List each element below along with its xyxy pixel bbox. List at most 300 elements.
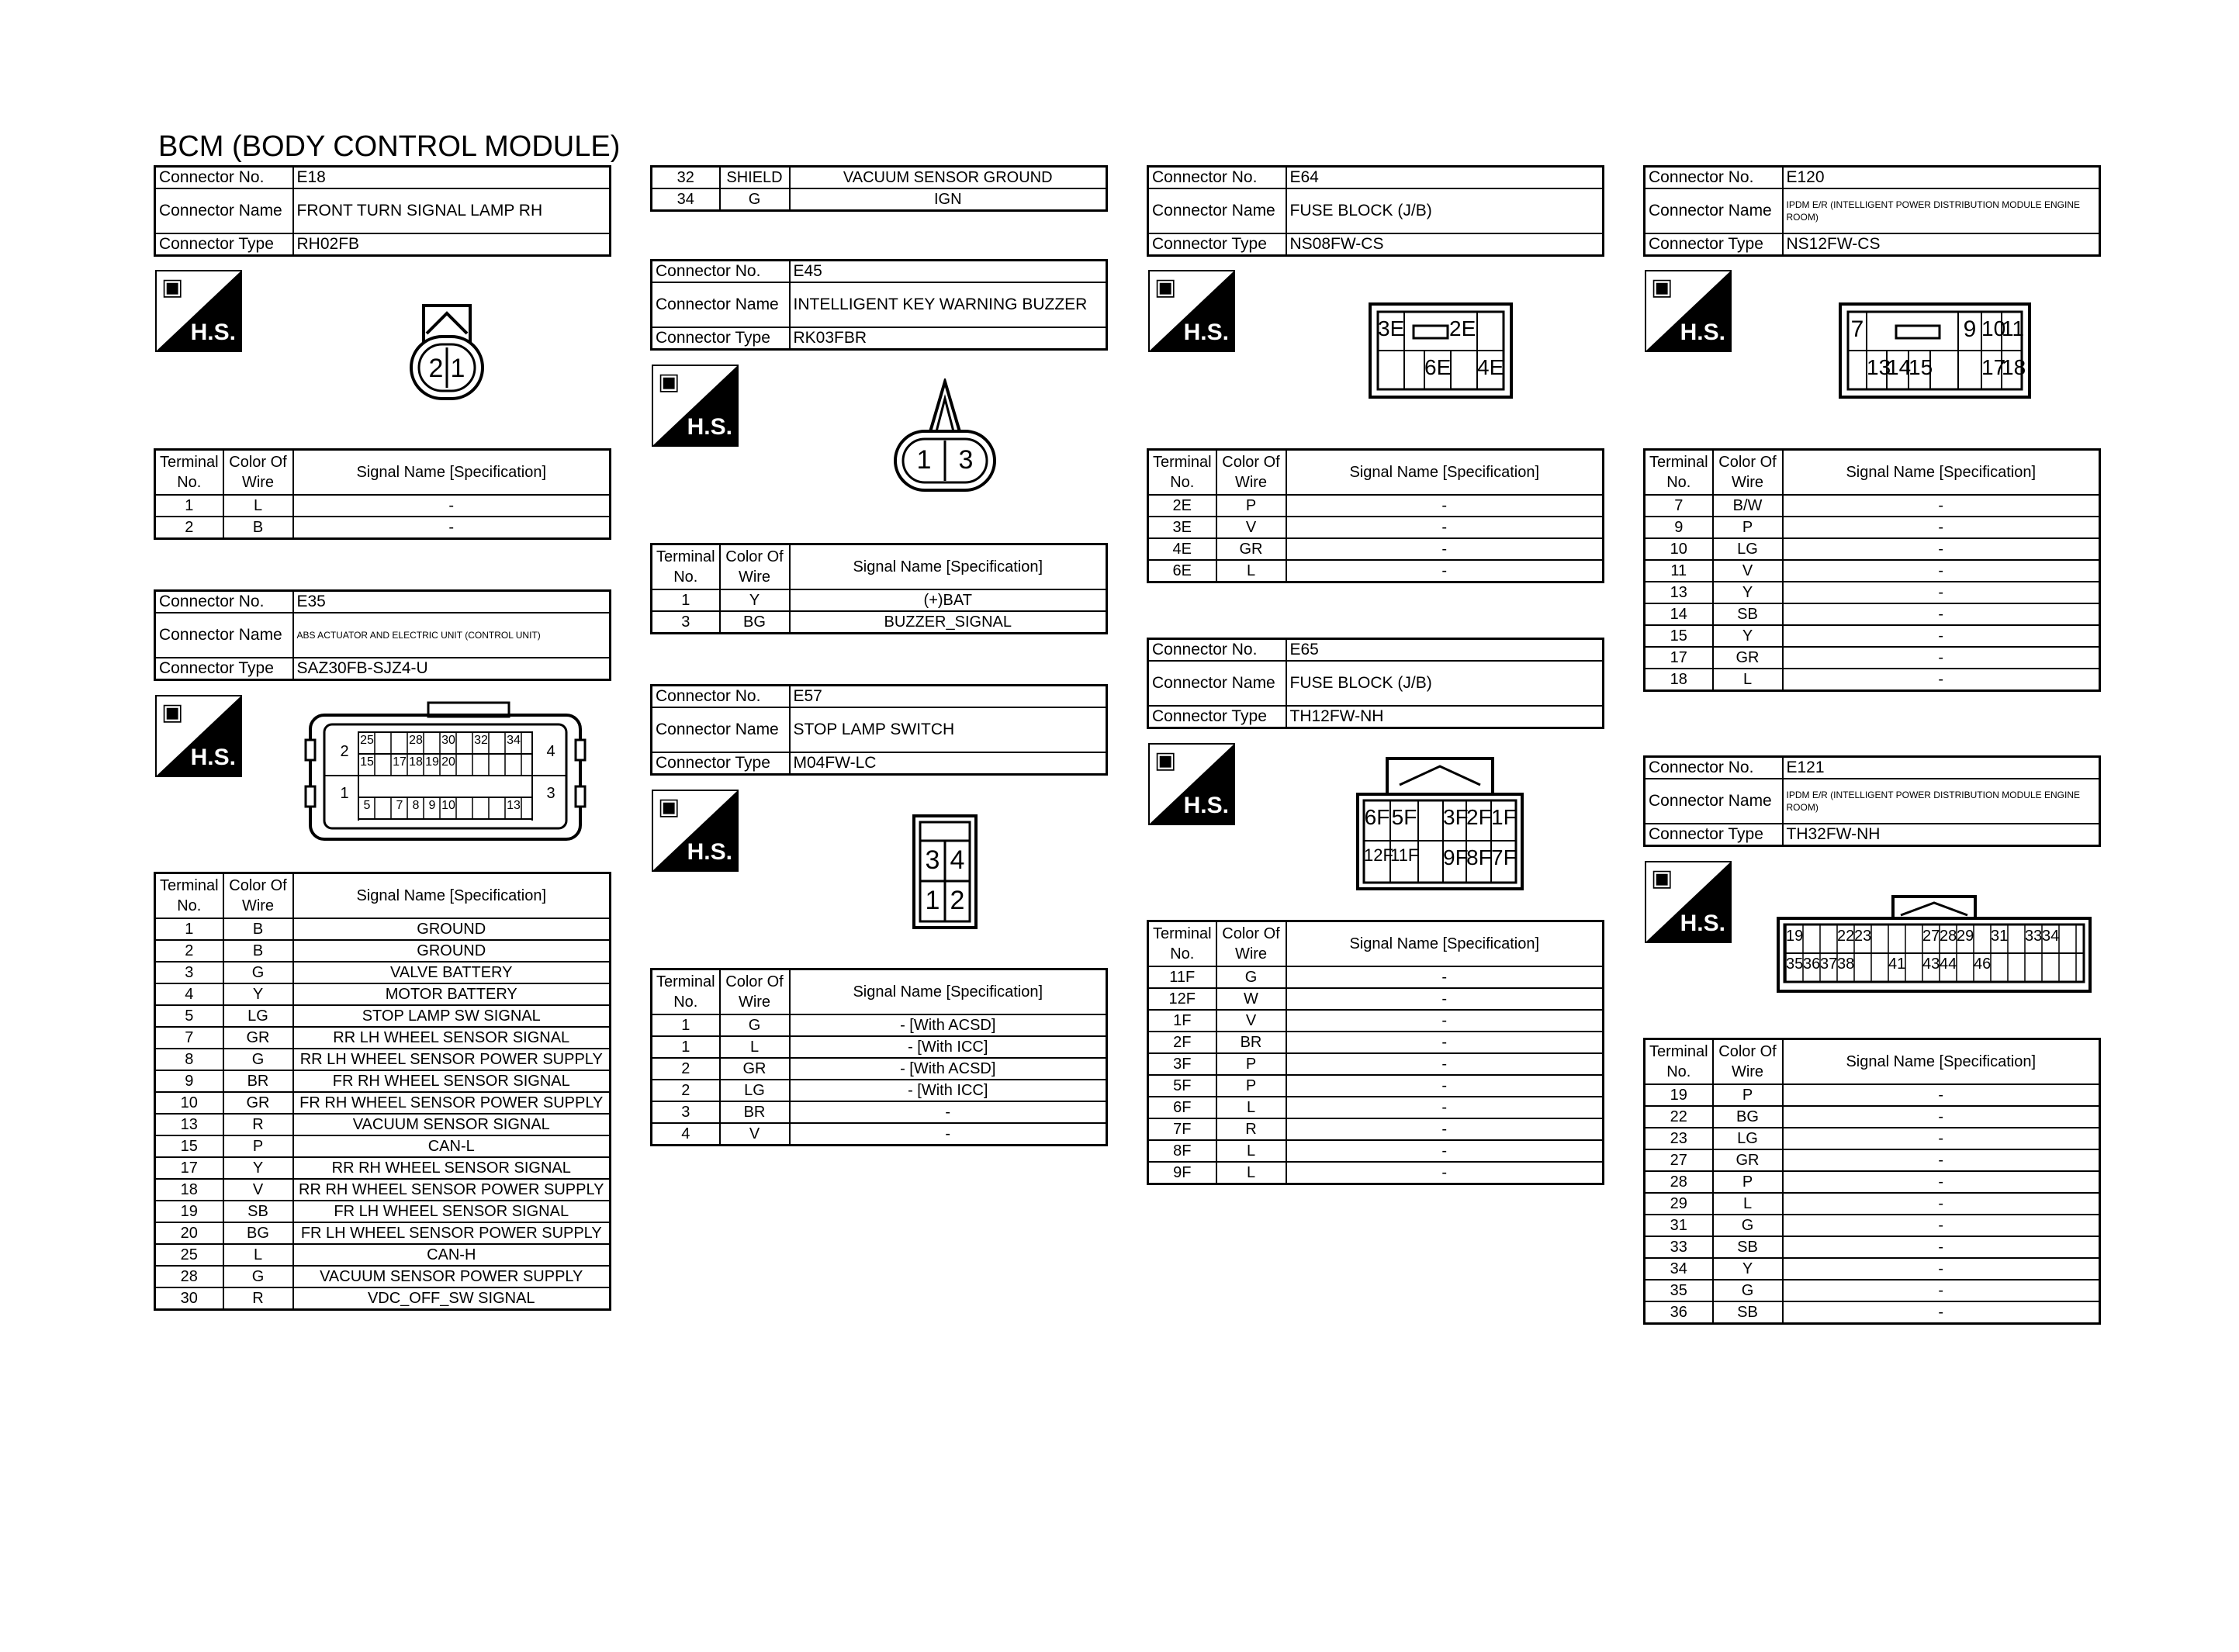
wire-color-cell: GR xyxy=(1713,1149,1783,1171)
pin-label: 15 xyxy=(1909,355,1933,379)
signal-name-cell: - xyxy=(1286,1053,1604,1075)
wire-color-cell: L xyxy=(1216,1140,1286,1162)
pin-label: 3 xyxy=(546,785,555,802)
connector-no-label: Connector No. xyxy=(155,167,293,189)
pin-label: 11F xyxy=(1390,845,1419,865)
signal-name-cell: - xyxy=(1783,1149,2100,1171)
pin-label: 23 xyxy=(1854,928,1872,945)
table-row xyxy=(1645,647,2100,669)
terminal-no-cell: 4E xyxy=(1148,538,1216,560)
wire-color-cell: L xyxy=(1216,1097,1286,1118)
connector-e18-header xyxy=(154,165,611,257)
signal-name-cell: - xyxy=(1783,1084,2100,1106)
pin-label: 4 xyxy=(950,845,965,875)
wire-color-cell: G xyxy=(720,1014,790,1036)
wire-color-cell: Y xyxy=(1713,1258,1783,1280)
pin-label: 22 xyxy=(1837,928,1855,945)
pin-label: 1 xyxy=(916,445,932,475)
signal-name-cell: - xyxy=(1783,538,2100,560)
table-row xyxy=(155,1114,611,1135)
wire-color-cell: BR xyxy=(1216,1032,1286,1053)
pin-label: 17 xyxy=(1981,355,2006,379)
terminal-no-cell: 7 xyxy=(1645,495,1713,517)
terminal-no-cell: 15 xyxy=(155,1135,223,1157)
table-row xyxy=(155,1266,611,1287)
signal-name-cell: FR RH WHEEL SENSOR SIGNAL xyxy=(293,1070,611,1092)
connector-type-value: RH02FB xyxy=(293,233,611,256)
pin-label: 11 xyxy=(2002,316,2025,340)
pin-label: 2 xyxy=(340,743,349,760)
table-row: 34 G IGN xyxy=(652,188,1107,211)
table-row xyxy=(1645,1193,2100,1215)
table-row xyxy=(155,1135,611,1157)
signal-name-cell: - [With ICC] xyxy=(790,1080,1107,1101)
signal-name-cell: - xyxy=(1783,1106,2100,1128)
wire-color-cell: P xyxy=(1713,1084,1783,1106)
wire-color-cell: P xyxy=(1216,495,1286,517)
table-row xyxy=(155,1005,611,1027)
table-row xyxy=(1645,1301,2100,1324)
terminal-no-cell: 2 xyxy=(652,1080,720,1101)
terminal-no-cell: 30 xyxy=(155,1287,223,1310)
terminal-no-cell: 4 xyxy=(652,1123,720,1146)
signal-name-cell: - xyxy=(1286,1075,1604,1097)
signal-name-cell: - xyxy=(1783,669,2100,691)
connector-e65-header: Connector No. E65 Connector Name FUSE BLOCK (J/B) Connector Type TH12FW-NH xyxy=(1147,638,1604,729)
hs-badge: ▣ H.S. xyxy=(1148,270,1235,352)
terminal-table-e35: Terminal No. Color Of Wire Signal Name [Specification] 1 B GROUND 2 B GROUND 3 G VALVE BATTERY 4 Y MOTOR BATTERY 5 LG STOP LAMP SW SIGNAL 7 GR RR LH WHEEL SENSOR SIGNAL 8 G RR LH WHEEL SENSOR POWER SUPPLY 9 BR FR RH WHEEL SENSOR SIGNAL 10 GR FR RH WHEEL SENSOR POWER SUPPLY 13 R VACUUM SENSOR SIGNAL 15 P CAN-L 17 Y RR RH WHEEL SENSOR SIGNAL 18 V RR RH WHEEL SENSOR POWER SUPPLY 19 SB FR LH WHEEL SENSOR SIGNAL 20 BG FR LH WHEEL SENSOR POWER SUPPLY 25 L CAN-H 28 G VACUUM SENSOR POWER SUPPLY 30 R VDC_OFF_SW SIGNAL xyxy=(154,872,611,1311)
terminal-no-cell: 3 xyxy=(652,1101,720,1123)
terminal-no-cell: 7F xyxy=(1148,1118,1216,1140)
signal-name-cell: - xyxy=(1783,495,2100,517)
table-row xyxy=(1645,1280,2100,1301)
table-row xyxy=(652,1014,1107,1036)
table-row xyxy=(155,962,611,983)
table-row xyxy=(1645,538,2100,560)
harness-side-icon: ▣ xyxy=(1154,275,1177,300)
table-row xyxy=(155,940,611,962)
wire-color-cell: L xyxy=(1713,669,1783,691)
wire-color-cell: B xyxy=(223,918,293,940)
connector-e64-drawing xyxy=(1369,302,1513,399)
terminal-no-cell: 6F xyxy=(1148,1097,1216,1118)
table-row xyxy=(1148,538,1604,560)
signal-name-cell: - [With ICC] xyxy=(790,1036,1107,1058)
table-row xyxy=(155,1179,611,1201)
terminal-no-cell: 19 xyxy=(155,1201,223,1222)
terminal-no-cell: 8F xyxy=(1148,1140,1216,1162)
terminal-table-e18 xyxy=(154,448,611,540)
table-row xyxy=(155,1157,611,1179)
terminal-no-header: Terminal No. xyxy=(155,450,223,496)
connector-e65-drawing xyxy=(1356,754,1524,890)
table-row xyxy=(155,1222,611,1244)
pin-label: 2 xyxy=(428,354,444,383)
terminal-table-e57: Terminal No. Color Of Wire Signal Name [Specification] 1 G - [With ACSD] 1 L - [With ICC] 2 GR - [With ACSD] 2 LG - [With ICC] 3 BR - 4 V - xyxy=(650,968,1108,1146)
terminal-no-cell: 12F xyxy=(1148,988,1216,1010)
wire-color-cell: G xyxy=(1216,966,1286,988)
pin-label: 30 xyxy=(441,734,455,747)
wire-color-cell: V xyxy=(1216,1010,1286,1032)
terminal-no-cell: 27 xyxy=(1645,1149,1713,1171)
terminal-no-cell: 31 xyxy=(1645,1215,1713,1236)
table-row xyxy=(155,1027,611,1049)
hs-badge: ▣ H.S. xyxy=(155,695,242,777)
pin-label: 7F xyxy=(1491,845,1517,869)
table-row xyxy=(652,1036,1107,1058)
harness-side-icon: ▣ xyxy=(1651,275,1673,300)
terminal-no-cell: 2E xyxy=(1148,495,1216,517)
table-row: 32 SHIELD VACUUM SENSOR GROUND xyxy=(652,167,1107,189)
hs-badge: ▣ H.S. xyxy=(652,365,739,447)
table-row xyxy=(1645,603,2100,625)
table-row xyxy=(1148,1075,1604,1097)
table-row xyxy=(1148,495,1604,517)
table-row: 2 B - xyxy=(155,517,611,539)
wire-color-cell: P xyxy=(1713,1171,1783,1193)
terminal-no-cell: 28 xyxy=(155,1266,223,1287)
signal-name-cell: VACUUM SENSOR SIGNAL xyxy=(293,1114,611,1135)
harness-side-icon: ▣ xyxy=(1154,748,1177,773)
pin-label: 3 xyxy=(925,845,940,875)
pin-label: 38 xyxy=(1837,956,1855,973)
table-row xyxy=(652,1123,1107,1146)
connector-e57-drawing xyxy=(912,814,978,929)
signal-name-cell: - xyxy=(1783,582,2100,603)
wire-color-cell: L xyxy=(1216,1162,1286,1184)
pin-label: 5F xyxy=(1391,805,1417,829)
terminal-no-cell: 11 xyxy=(1645,560,1713,582)
terminal-no-cell: 17 xyxy=(155,1157,223,1179)
wire-color-cell: SB xyxy=(1713,603,1783,625)
signal-name-cell: - xyxy=(1286,1162,1604,1184)
signal-name-cell: VACUUM SENSOR POWER SUPPLY xyxy=(293,1266,611,1287)
signal-name-cell: - xyxy=(1783,1301,2100,1324)
terminal-no-cell: 18 xyxy=(155,1179,223,1201)
wire-color-cell: W xyxy=(1216,988,1286,1010)
table-row xyxy=(1148,1010,1604,1032)
pin-label: 6F xyxy=(1364,805,1390,829)
pin-label: 32 xyxy=(474,734,488,747)
signal-name-cell: - xyxy=(1286,1118,1604,1140)
terminal-no-cell: 33 xyxy=(1645,1236,1713,1258)
pin-label: 8 xyxy=(412,799,420,812)
pin-label: 31 xyxy=(1991,928,2009,945)
wire-color-cell: V xyxy=(720,1123,790,1146)
wire-color-cell: P xyxy=(1216,1075,1286,1097)
wire-color-cell: B/W xyxy=(1713,495,1783,517)
wire-color-cell: GR xyxy=(720,1058,790,1080)
signal-name-cell: - xyxy=(790,1123,1107,1146)
terminal-no-cell: 3 xyxy=(155,962,223,983)
connector-e120-header: Connector No. E120 Connector Name IPDM E/R (INTELLIGENT POWER DISTRIBUTION MODULE ENGINE ROOM) Connector Type NS12FW-CS xyxy=(1643,165,2101,257)
pin-label: 18 xyxy=(409,755,423,769)
signal-name-cell: - xyxy=(1783,625,2100,647)
signal-name-cell: - xyxy=(1286,517,1604,538)
connector-e45-header: Connector No. E45 Connector Name INTELLIGENT KEY WARNING BUZZER Connector Type RK03FBR xyxy=(650,259,1108,351)
signal-name-cell: FR LH WHEEL SENSOR POWER SUPPLY xyxy=(293,1222,611,1244)
terminal-no-cell: 2 xyxy=(652,1058,720,1080)
wire-color-cell: GR xyxy=(1713,647,1783,669)
table-row xyxy=(1645,1236,2100,1258)
terminal-no-cell: 13 xyxy=(1645,582,1713,603)
terminal-no-cell: 3E xyxy=(1148,517,1216,538)
wire-color-cell: G xyxy=(1713,1215,1783,1236)
pin-label: 3F xyxy=(1443,805,1469,829)
signal-name-cell: - xyxy=(1783,647,2100,669)
terminal-no-cell: 9F xyxy=(1148,1162,1216,1184)
hs-badge: ▣ H.S. xyxy=(652,790,739,872)
table-row: 1 Y (+)BAT xyxy=(652,589,1107,611)
wire-color-cell: B xyxy=(223,940,293,962)
table-row xyxy=(155,1201,611,1222)
terminal-no-cell: 35 xyxy=(1645,1280,1713,1301)
wire-color-cell: P xyxy=(223,1135,293,1157)
wire-color-cell: LG xyxy=(1713,538,1783,560)
terminal-no-cell: 13 xyxy=(155,1114,223,1135)
signal-name-cell: - xyxy=(1286,495,1604,517)
table-row xyxy=(155,983,611,1005)
signal-name-cell: - xyxy=(1783,1236,2100,1258)
pin-label: 37 xyxy=(1820,956,1838,973)
pin-label: 13 xyxy=(1867,355,1891,379)
table-row xyxy=(155,1287,611,1310)
table-row xyxy=(1645,1258,2100,1280)
hs-badge xyxy=(155,270,242,352)
terminal-no-cell: 17 xyxy=(1645,647,1713,669)
terminal-no-cell: 5 xyxy=(155,1005,223,1027)
terminal-no-cell: 22 xyxy=(1645,1106,1713,1128)
signal-name-cell: CAN-L xyxy=(293,1135,611,1157)
terminal-no-cell: 9 xyxy=(155,1070,223,1092)
table-row xyxy=(1148,1140,1604,1162)
table-row xyxy=(155,1092,611,1114)
signal-name-cell: RR RH WHEEL SENSOR SIGNAL xyxy=(293,1157,611,1179)
wire-color-cell: G xyxy=(1713,1280,1783,1301)
pin-label: 4E xyxy=(1477,355,1504,379)
pin-label: 2F xyxy=(1466,805,1492,829)
table-row xyxy=(1645,495,2100,517)
connector-e35-header: Connector No. E35 Connector Name ABS ACTUATOR AND ELECTRIC UNIT (CONTROL UNIT) Connector Type SAZ30FB-SJZ4-U xyxy=(154,589,611,681)
pin-label: 18 xyxy=(2002,355,2026,379)
wire-color-cell: GR xyxy=(1216,538,1286,560)
terminal-no-cell: 20 xyxy=(155,1222,223,1244)
signal-name-cell: GROUND xyxy=(293,940,611,962)
wire-color-cell: BG xyxy=(223,1222,293,1244)
pin-label: 4 xyxy=(546,743,555,760)
pin-label: 19 xyxy=(1786,928,1804,945)
signal-name-cell: - xyxy=(1783,1128,2100,1149)
signal-name-cell: - [With ACSD] xyxy=(790,1058,1107,1080)
table-row xyxy=(1645,669,2100,691)
pin-label: 28 xyxy=(1940,928,1957,945)
pin-label: 34 xyxy=(507,734,521,747)
pin-label: 14 xyxy=(1887,355,1912,379)
connector-e18-drawing xyxy=(408,302,486,402)
wire-color-cell: LG xyxy=(720,1080,790,1101)
terminal-no-cell: 28 xyxy=(1645,1171,1713,1193)
pin-label: 1F xyxy=(1491,805,1517,829)
table-row: 1 L - xyxy=(155,495,611,517)
table-row xyxy=(1645,1084,2100,1106)
terminal-no-cell: 1 xyxy=(155,918,223,940)
terminal-no-cell: 36 xyxy=(1645,1301,1713,1324)
pin-label: 1 xyxy=(450,354,465,383)
table-row xyxy=(1148,1053,1604,1075)
hs-label: H.S. xyxy=(190,320,236,345)
table-row xyxy=(1645,1171,2100,1193)
wire-color-cell: BR xyxy=(223,1070,293,1092)
signal-name-cell: RR LH WHEEL SENSOR SIGNAL xyxy=(293,1027,611,1049)
table-row xyxy=(652,1058,1107,1080)
pin-label: 33 xyxy=(2025,928,2043,945)
pin-label: 34 xyxy=(2042,928,2060,945)
pin-label: 2 xyxy=(950,886,965,915)
terminal-no-cell: 29 xyxy=(1645,1193,1713,1215)
table-row xyxy=(1645,625,2100,647)
terminal-no-cell: 1F xyxy=(1148,1010,1216,1032)
terminal-no-cell: 10 xyxy=(155,1092,223,1114)
wire-color-cell: GR xyxy=(223,1027,293,1049)
connector-e64-header: Connector No. E64 Connector Name FUSE BLOCK (J/B) Connector Type NS08FW-CS xyxy=(1147,165,1604,257)
pin-label: 7 xyxy=(396,799,403,812)
terminal-no-cell: 9 xyxy=(1645,517,1713,538)
pin-label: 36 xyxy=(1803,956,1821,973)
signal-name-header: Signal Name [Specification] xyxy=(293,450,611,496)
harness-side-icon: ▣ xyxy=(658,794,680,820)
wire-color-cell: SB xyxy=(1713,1236,1783,1258)
terminal-no-cell: 1 xyxy=(652,1036,720,1058)
table-row xyxy=(1148,1118,1604,1140)
table-row xyxy=(1645,582,2100,603)
signal-name-cell: GROUND xyxy=(293,918,611,940)
wire-color-cell: V xyxy=(1216,517,1286,538)
pin-label: 3E xyxy=(1378,316,1405,340)
pin-label: 1 xyxy=(925,886,940,915)
pin-label: 17 xyxy=(393,755,407,769)
pin-label: 5 xyxy=(363,799,371,812)
terminal-no-cell: 8 xyxy=(155,1049,223,1070)
wire-color-cell: V xyxy=(1713,560,1783,582)
terminal-no-cell: 15 xyxy=(1645,625,1713,647)
signal-name-cell: - [With ACSD] xyxy=(790,1014,1107,1036)
harness-side-icon: ▣ xyxy=(161,275,184,300)
pin-label: 15 xyxy=(360,755,374,769)
wire-color-cell: Y xyxy=(223,983,293,1005)
pin-label: 9 xyxy=(428,799,436,812)
connector-e57-header: Connector No. E57 Connector Name STOP LAMP SWITCH Connector Type M04FW-LC xyxy=(650,684,1108,776)
table-row xyxy=(1148,966,1604,988)
terminal-no-cell: 10 xyxy=(1645,538,1713,560)
wire-color-cell: LG xyxy=(223,1005,293,1027)
table-row xyxy=(155,918,611,940)
wire-color-header: Color Of Wire xyxy=(223,450,293,496)
pin-label: 44 xyxy=(1940,956,1957,973)
pin-label: 13 xyxy=(507,799,521,812)
signal-name-cell: RR RH WHEEL SENSOR POWER SUPPLY xyxy=(293,1179,611,1201)
signal-name-cell: - xyxy=(790,1101,1107,1123)
table-row xyxy=(1148,560,1604,582)
signal-name-cell: FR LH WHEEL SENSOR SIGNAL xyxy=(293,1201,611,1222)
terminal-no-cell: 1 xyxy=(652,1014,720,1036)
pin-label: 3 xyxy=(958,445,974,475)
table-row xyxy=(652,1080,1107,1101)
table-row xyxy=(1148,1162,1604,1184)
signal-name-cell: - xyxy=(1286,560,1604,582)
pin-label: 10 xyxy=(441,799,455,812)
signal-name-cell: - xyxy=(1286,538,1604,560)
terminal-table-e120: Terminal No. Color Of Wire Signal Name [Specification] 7 B/W - 9 P - 10 LG - 11 V - 13 Y - 14 SB - 15 Y - 17 GR - 18 L - xyxy=(1643,448,2101,692)
hs-badge: ▣ H.S. xyxy=(1645,861,1732,943)
signal-name-cell: MOTOR BATTERY xyxy=(293,983,611,1005)
wire-color-cell: SB xyxy=(223,1201,293,1222)
terminal-table-e65: Terminal No. Color Of Wire Signal Name [Specification] 11F G - 12F W - 1F V - 2F BR - 3F P - 5F P - 6F L - 7F R - 8F L - 9F L - xyxy=(1147,920,1604,1185)
signal-name-cell: VDC_OFF_SW SIGNAL xyxy=(293,1287,611,1310)
signal-name-cell: FR RH WHEEL SENSOR POWER SUPPLY xyxy=(293,1092,611,1114)
signal-name-cell: - xyxy=(1783,517,2100,538)
wire-color-cell: Y xyxy=(223,1157,293,1179)
wire-color-cell: G xyxy=(223,962,293,983)
table-row xyxy=(1645,517,2100,538)
wire-color-cell: BR xyxy=(720,1101,790,1123)
wire-color-cell: R xyxy=(223,1114,293,1135)
wire-color-cell: R xyxy=(1216,1118,1286,1140)
wire-color-cell: V xyxy=(223,1179,293,1201)
wire-color-cell: BG xyxy=(1713,1106,1783,1128)
pin-label: 43 xyxy=(1922,956,1940,973)
terminal-no-cell: 18 xyxy=(1645,669,1713,691)
connector-e35-drawing xyxy=(304,701,587,842)
signal-name-cell: - xyxy=(1286,1140,1604,1162)
signal-name-cell: - xyxy=(1286,1097,1604,1118)
table-row xyxy=(1148,988,1604,1010)
hs-badge: ▣ H.S. xyxy=(1148,743,1235,825)
pin-label: 7 xyxy=(1850,316,1864,342)
terminal-table-e35-cont xyxy=(650,165,1108,212)
signal-name-cell: - xyxy=(1783,1215,2100,1236)
wire-color-cell: L xyxy=(1216,560,1286,582)
connector-info-table xyxy=(154,165,611,257)
pin-label: 19 xyxy=(425,755,439,769)
pin-label: 29 xyxy=(1957,928,1974,945)
signal-name-cell: - xyxy=(1286,966,1604,988)
pin-label: 12F xyxy=(1364,845,1393,865)
wire-color-cell: R xyxy=(223,1287,293,1310)
wire-color-cell: Y xyxy=(1713,625,1783,647)
pin-label: 1 xyxy=(340,785,349,802)
terminal-no-cell: 25 xyxy=(155,1244,223,1266)
pin-label: 10 xyxy=(1981,316,2006,340)
signal-name-cell: - xyxy=(1783,603,2100,625)
signal-name-cell: - xyxy=(1783,1258,2100,1280)
connector-name-value: FRONT TURN SIGNAL LAMP RH xyxy=(293,188,611,233)
wire-color-cell: SB xyxy=(1713,1301,1783,1324)
pin-label: 35 xyxy=(1786,956,1804,973)
signal-name-cell: - xyxy=(1783,1193,2100,1215)
table-row xyxy=(1148,517,1604,538)
harness-side-icon: ▣ xyxy=(658,369,680,395)
pin-label: 9 xyxy=(1963,316,1977,342)
terminal-no-cell: 11F xyxy=(1148,966,1216,988)
pin-label: 6E xyxy=(1424,355,1452,379)
table-row xyxy=(155,1070,611,1092)
harness-side-icon: ▣ xyxy=(161,700,184,725)
signal-name-cell: - xyxy=(1286,1010,1604,1032)
wire-color-cell: L xyxy=(223,1244,293,1266)
table-row xyxy=(1148,1032,1604,1053)
wire-color-cell: Y xyxy=(1713,582,1783,603)
connector-type-label: Connector Type xyxy=(155,233,293,256)
